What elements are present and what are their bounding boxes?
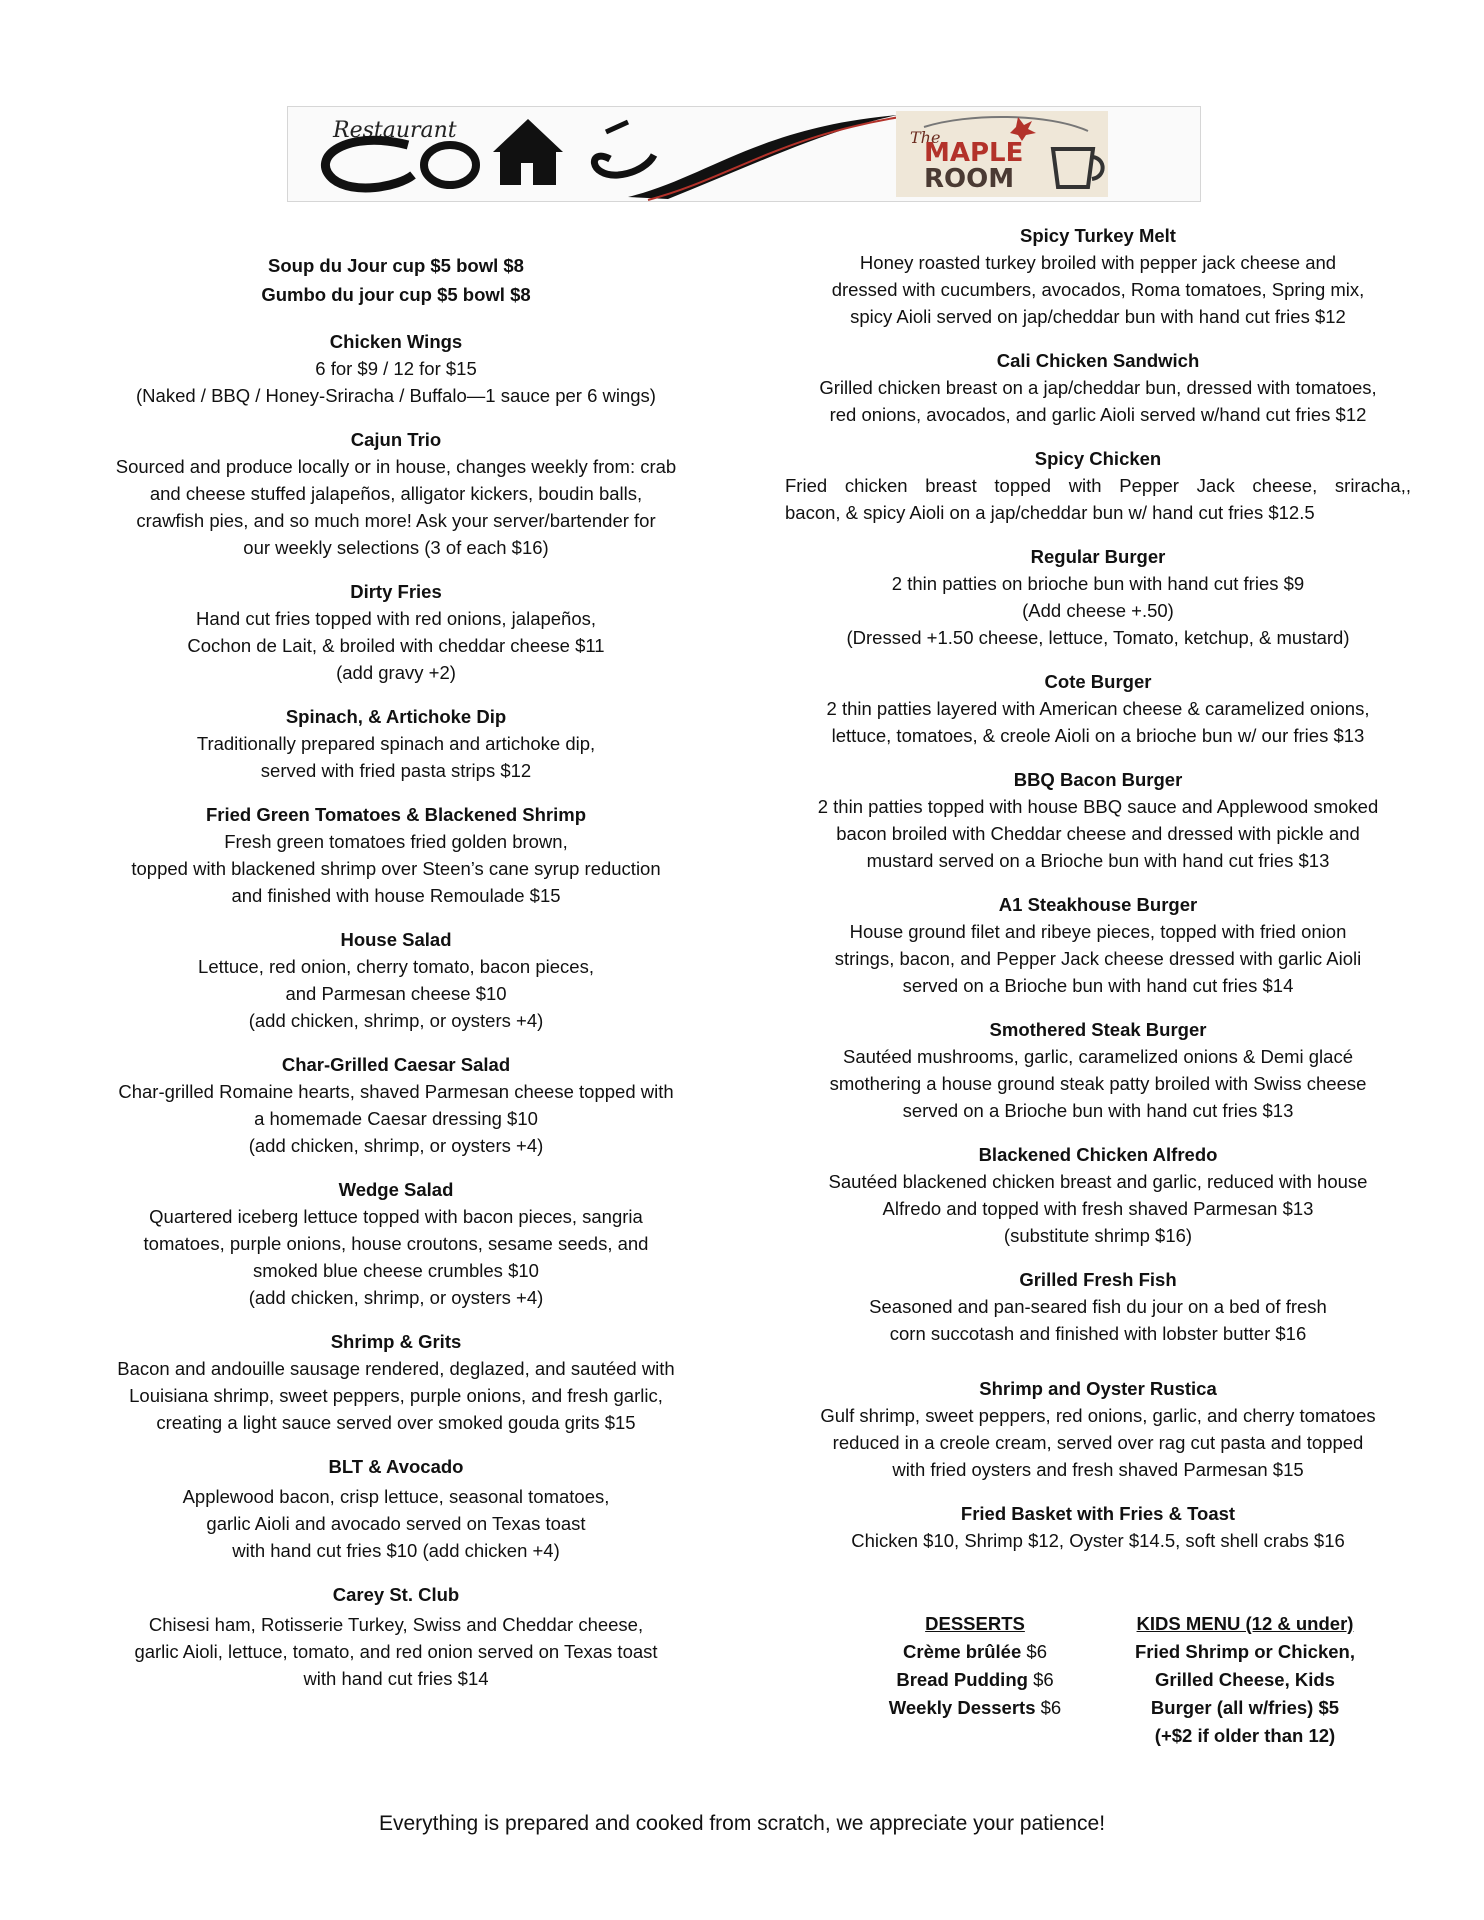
menu-item-caesar-salad	[86, 1051, 706, 1159]
menu-item-blt-avocado	[86, 1453, 706, 1564]
restaurant-logo	[288, 107, 1200, 201]
menu-item-spicy-turkey-melt	[785, 222, 1411, 330]
item-line: (substitute shrimp $16)	[1003, 1225, 1193, 1246]
item-line: Lettuce, red onion, cherry tomato, bacon pieces,	[198, 956, 594, 977]
item-name: Smothered Steak Burger	[989, 1019, 1207, 1040]
item-line: Hand cut fries topped with red onions, jalapeños,	[195, 608, 597, 629]
dessert-price: $6	[1040, 1697, 1062, 1718]
item-name: Shrimp & Grits	[330, 1331, 462, 1352]
menu-item-cote-burger	[785, 668, 1411, 749]
kids-menu-line: Grilled Cheese, Kids	[1155, 1669, 1335, 1690]
item-line: Applewood bacon, crisp lettuce, seasonal tomatoes,	[182, 1486, 610, 1507]
logo-accent-stroke	[606, 122, 628, 132]
menu-item-blackened-chicken-alfredo	[785, 1141, 1411, 1249]
logo-house-door	[521, 163, 533, 185]
item-line: Alfredo and topped with fresh shaved Parmesan $13	[882, 1198, 1314, 1219]
item-line: strings, bacon, and Pepper Jack cheese dressed with garlic Aioli	[834, 948, 1362, 969]
item-line: House ground filet and ribeye pieces, topped with fried onion	[849, 921, 1347, 942]
item-line: (Dressed +1.50 cheese, lettuce, Tomato, ketchup, & mustard)	[846, 627, 1350, 648]
item-name: Spicy Turkey Melt	[1020, 225, 1176, 246]
maple-room-the: The	[910, 128, 941, 147]
item-line: dressed with cucumbers, avocados, Roma tomatoes, Spring mix,	[831, 279, 1365, 300]
item-name: House Salad	[340, 929, 452, 950]
item-name: Spinach, & Artichoke Dip	[285, 706, 507, 727]
logo-c-stroke	[325, 140, 413, 188]
item-line: Grilled chicken breast on a jap/cheddar bun, dressed with tomatoes,	[819, 377, 1377, 398]
desserts-section	[865, 1610, 1085, 1722]
footer-note: Everything is prepared and cooked from scratch, we appreciate your patience!	[378, 1812, 1106, 1835]
right-menu-column	[785, 222, 1411, 1571]
item-line: corn succotash and finished with lobster butter $16	[889, 1323, 1307, 1344]
item-line: (add chicken, shrimp, or oysters +4)	[248, 1010, 544, 1031]
logo-restaurant-word: Restaurant	[333, 118, 457, 143]
item-name: Fried Basket with Fries & Toast	[960, 1503, 1236, 1524]
dessert-item	[865, 1666, 1085, 1694]
menu-item-cajun-trio	[86, 426, 706, 561]
item-line: 2 thin patties layered with American cheese & caramelized onions,	[826, 698, 1370, 719]
item-line: (add gravy +2)	[336, 662, 456, 683]
item-name: Wedge Salad	[338, 1179, 454, 1200]
item-line: Cochon de Lait, & broiled with cheddar cheese $11	[187, 635, 605, 656]
item-line: with hand cut fries $10 (add chicken +4)	[232, 1540, 560, 1561]
dessert-name: Weekly Desserts	[888, 1697, 1036, 1718]
item-line: (add chicken, shrimp, or oysters +4)	[248, 1135, 544, 1156]
soup-du-jour: Soup du Jour cup $5 bowl $8	[268, 255, 524, 276]
item-name: Fried Green Tomatoes & Blackened Shrimp	[205, 804, 587, 825]
item-line: garlic Aioli and avocado served on Texas toast	[206, 1513, 586, 1534]
item-line: Chicken $10, Shrimp $12, Oyster $14.5, soft shell crabs $16	[851, 1530, 1345, 1551]
item-line: mustard served on a Brioche bun with hand cut fries $13	[866, 850, 1330, 871]
item-line: Char-grilled Romaine hearts, shaved Parmesan cheese topped with	[118, 1081, 674, 1102]
desserts-heading: DESSERTS	[925, 1613, 1025, 1634]
menu-item-chicken-wings	[86, 328, 706, 409]
maple-room-bottom-word: ROOM	[924, 164, 1015, 194]
item-line: with hand cut fries $14	[303, 1668, 489, 1689]
item-line: topped with blackened shrimp over Steen’s cane syrup reduction	[131, 858, 661, 879]
item-line: served with fried pasta strips $12	[260, 760, 532, 781]
item-name: Regular Burger	[1030, 546, 1166, 567]
item-line: Traditionally prepared spinach and artichoke dip,	[196, 733, 596, 754]
item-line: 2 thin patties on brioche bun with hand cut fries $9	[891, 573, 1305, 594]
dessert-item	[865, 1638, 1085, 1666]
menu-item-wedge-salad	[86, 1176, 706, 1311]
dessert-name: Crème brûlée	[903, 1641, 1022, 1662]
kids-menu-line: Fried Shrimp or Chicken,	[1135, 1641, 1355, 1662]
desserts-kids-section	[785, 1610, 1411, 1760]
item-line: bacon, & spicy Aioli on a jap/cheddar bun w/ hand cut fries $12.5	[785, 502, 1315, 523]
item-line: and cheese stuffed jalapeños, alligator kickers, boudin balls,	[149, 483, 643, 504]
item-name: Dirty Fries	[350, 581, 442, 602]
menu-item-shrimp-grits	[86, 1328, 706, 1436]
menu-item-smothered-steak-burger	[785, 1016, 1411, 1124]
kids-menu-section	[1110, 1610, 1380, 1750]
menu-item-spinach-artichoke-dip	[86, 703, 706, 784]
item-line: Quartered iceberg lettuce topped with bacon pieces, sangria	[149, 1206, 643, 1227]
menu-item-fried-green-tomatoes	[86, 801, 706, 909]
item-name: Char-Grilled Caesar Salad	[281, 1054, 511, 1075]
item-name: Grilled Fresh Fish	[1019, 1269, 1177, 1290]
item-line: served on a Brioche bun with hand cut fries $13	[902, 1100, 1294, 1121]
item-line: Sautéed mushrooms, garlic, caramelized onions & Demi glacé	[842, 1046, 1353, 1067]
item-name: Blackened Chicken Alfredo	[978, 1144, 1218, 1165]
item-line: Chisesi ham, Rotisserie Turkey, Swiss and Cheddar cheese,	[148, 1614, 644, 1635]
item-line: Seasoned and pan-seared fish du jour on a bed of fresh	[869, 1296, 1327, 1317]
item-line: Honey roasted turkey broiled with pepper jack cheese and	[859, 252, 1337, 273]
item-line: with fried oysters and fresh shaved Parmesan $15	[892, 1459, 1304, 1480]
item-line: served on a Brioche bun with hand cut fries $14	[902, 975, 1294, 996]
item-line: creating a light sauce served over smoked gouda grits $15	[156, 1412, 636, 1433]
menu-item-regular-burger	[785, 543, 1411, 651]
item-line: a homemade Caesar dressing $10	[254, 1108, 538, 1129]
item-line: (Naked / BBQ / Honey-Sriracha / Buffalo—1 sauce per 6 wings)	[136, 385, 656, 406]
item-line: Fried chicken breast topped with Pepper Jack cheese, sriracha,,	[785, 475, 1411, 496]
menu-item-dirty-fries	[86, 578, 706, 686]
logo-e-stroke	[594, 155, 654, 175]
item-line: bacon broiled with Cheddar cheese and dressed with pickle and	[836, 823, 1360, 844]
item-line: Gulf shrimp, sweet peppers, red onions, garlic, and cherry tomatoes	[820, 1405, 1376, 1426]
menu-item-house-salad	[86, 926, 706, 1034]
menu-item-a1-steakhouse-burger	[785, 891, 1411, 999]
item-line: crawfish pies, and so much more! Ask your server/bartender for	[136, 510, 656, 531]
gumbo-du-jour: Gumbo du jour cup $5 bowl $8	[261, 284, 531, 305]
kids-menu-line: Burger (all w/fries) $5	[1150, 1697, 1340, 1718]
left-menu-column	[86, 252, 706, 1709]
maple-room-top-word: MAPLE	[924, 138, 1024, 168]
menu-item-shrimp-oyster-rustica	[785, 1375, 1411, 1483]
logo-roof-shape	[493, 119, 563, 152]
item-line: spicy Aioli served on jap/cheddar bun with hand cut fries $12	[850, 306, 1346, 327]
menu-item-grilled-fresh-fish	[785, 1266, 1411, 1347]
menu-item-cali-chicken-sandwich	[785, 347, 1411, 428]
kids-menu-heading: KIDS MENU (12 & under)	[1136, 1613, 1354, 1634]
item-name: A1 Steakhouse Burger	[998, 894, 1198, 915]
item-line: 2 thin patties topped with house BBQ sauce and Applewood smoked	[817, 796, 1379, 817]
item-line: our weekly selections (3 of each $16)	[243, 537, 549, 558]
logo-o-stroke	[424, 145, 476, 185]
item-name: Carey St. Club	[332, 1584, 460, 1605]
header-banner	[287, 106, 1201, 202]
item-name: Cajun Trio	[350, 429, 442, 450]
menu-item-spicy-chicken	[785, 445, 1411, 526]
logo-swoosh-accent	[648, 117, 900, 200]
item-name: Cote Burger	[1044, 671, 1152, 692]
dessert-price: $6	[1033, 1669, 1054, 1690]
item-line: Sautéed blackened chicken breast and garlic, reduced with house	[828, 1171, 1368, 1192]
item-line: and Parmesan cheese $10	[285, 983, 507, 1004]
item-line: smothering a house ground steak patty broiled with Swiss cheese	[829, 1073, 1367, 1094]
item-name: Chicken Wings	[329, 331, 463, 352]
item-line: lettuce, tomatoes, & creole Aioli on a brioche bun w/ our fries $13	[831, 725, 1365, 746]
item-line: (add chicken, shrimp, or oysters +4)	[248, 1287, 544, 1308]
item-name: Cali Chicken Sandwich	[996, 350, 1200, 371]
item-line: Fresh green tomatoes fried golden brown,	[224, 831, 568, 852]
menu-item-fried-basket	[785, 1500, 1411, 1554]
item-line: Sourced and produce locally or in house, changes weekly from: crab	[115, 456, 677, 477]
dessert-name: Bread Pudding	[896, 1669, 1028, 1690]
item-line: red onions, avocados, and garlic Aioli served w/hand cut fries $12	[829, 404, 1367, 425]
item-line: and finished with house Remoulade $15	[231, 885, 561, 906]
item-name: Shrimp and Oyster Rustica	[979, 1378, 1217, 1399]
item-name: Spicy Chicken	[1034, 448, 1162, 469]
kids-menu-line: (+$2 if older than 12)	[1154, 1725, 1336, 1746]
menu-item-bbq-bacon-burger	[785, 766, 1411, 874]
menu-item-carey-st-club	[86, 1581, 706, 1692]
item-line: smoked blue cheese crumbles $10	[253, 1260, 539, 1281]
item-line: 6 for $9 / 12 for $15	[315, 358, 477, 379]
dessert-price: $6	[1026, 1641, 1047, 1662]
item-line: Bacon and andouille sausage rendered, deglazed, and sautéed with	[117, 1358, 675, 1379]
dessert-item	[865, 1694, 1085, 1722]
item-name: BBQ Bacon Burger	[1013, 769, 1183, 790]
item-line: reduced in a creole cream, served over rag cut pasta and topped	[832, 1432, 1364, 1453]
item-line: garlic Aioli, lettuce, tomato, and red onion served on Texas toast	[134, 1641, 658, 1662]
item-line: (Add cheese +.50)	[1022, 600, 1174, 621]
item-name: BLT & Avocado	[328, 1456, 464, 1477]
item-line: Louisiana shrimp, sweet peppers, purple onions, and fresh garlic,	[129, 1385, 663, 1406]
item-line: tomatoes, purple onions, house croutons, sesame seeds, and	[143, 1233, 649, 1254]
